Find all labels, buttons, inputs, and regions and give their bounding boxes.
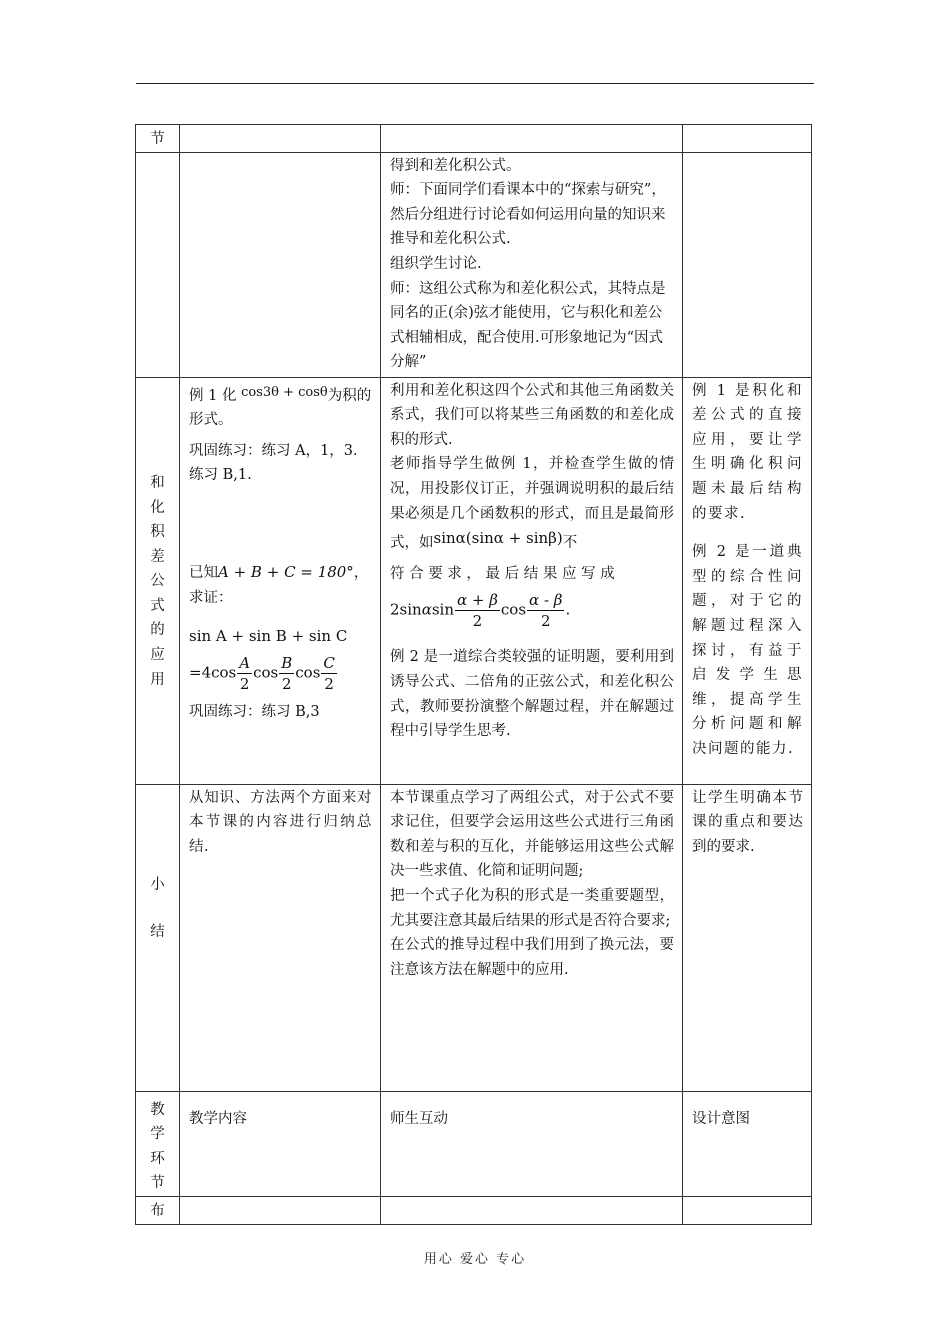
paragraph: 在公式的推导过程中我们用到了换元法，要注意该方法在解题中的应用. xyxy=(390,937,674,978)
fraction: $\frac{\alpha + \beta}{2}$ xyxy=(457,591,498,631)
paragraph: 从知识、方法两个方面来对本节课的内容进行归纳总结. xyxy=(189,789,372,855)
example-2 xyxy=(189,560,372,610)
fraction: $\frac{A}{2}$ xyxy=(239,653,251,693)
example-text: 为积的形式。 xyxy=(189,387,372,429)
formula: cos3θ + cosθ xyxy=(241,384,328,400)
interaction-cell xyxy=(381,152,683,377)
content-header: 教学内容 xyxy=(180,1091,381,1196)
fraction: $\frac{\alpha - \beta}{2}$ xyxy=(529,591,563,631)
section-char: 积 xyxy=(150,524,165,541)
section-char: 环 xyxy=(150,1150,165,1167)
section-label: 布 xyxy=(150,1202,165,1219)
table-row xyxy=(136,784,812,1091)
paragraph: 得到和差化积公式。 xyxy=(390,157,521,174)
section-char: 差 xyxy=(150,548,165,565)
paragraph: 例 2 是一道典型的综合性问题，对于它的解题过程深入探讨，有益于启发学生思维，提高学生分析问题和解决问题的能力. xyxy=(692,544,803,757)
paragraph: 让学生明确本节课的重点和要达到的要求. xyxy=(692,789,803,855)
paragraph: 例 2 是一道综合类较强的证明题，要利用到诱导公式、二倍角的正弦公式，和差化积公式，教师要扮演整个解题过程，并在解题过程中引导学生思考. xyxy=(390,649,674,740)
section-char: 小 xyxy=(150,877,165,893)
table-row xyxy=(136,1196,812,1224)
paragraph: 师：这组公式称为和差化积公式，其特点是同名的正(余)弦才能使用，它与积化和差公式相辅相成，配合使用.可形象地记为“因式分解” xyxy=(390,280,666,371)
lesson-plan-table xyxy=(135,124,812,1225)
interaction-cell xyxy=(381,377,683,784)
example-text: ，求证： xyxy=(189,564,369,606)
paragraph: 例 1 是积化和差公式的直接应用，要让学生明确化积问题未最后结构的要求. xyxy=(692,382,803,522)
section-char: 的 xyxy=(150,622,165,639)
formula-rhs: =4cos $\frac{A}{2}$ cos $\frac{B}{2}$ cos $\frac{C}{2}$ xyxy=(189,653,335,693)
table-row xyxy=(136,152,812,377)
formula: A + B + C = 180° xyxy=(218,562,354,581)
section-cell xyxy=(136,125,180,153)
paragraph: 符 合 要 求 ， 最 后 结 果 应 写 成 xyxy=(390,565,615,582)
section-cell xyxy=(136,377,180,784)
formula: 2sinαsin $\frac{\alpha + \beta}{2}$ cos $\frac{\alpha - \beta}{2}$ . xyxy=(390,591,571,631)
section-char: 教 xyxy=(150,1101,165,1118)
content-cell xyxy=(180,377,381,784)
content-cell xyxy=(180,152,381,377)
interaction-cell xyxy=(381,784,683,1091)
intent-cell xyxy=(683,125,812,153)
intent-header: 设计意图 xyxy=(683,1091,812,1196)
paragraph: 本节课重点学习了两组公式，对于公式不要求记住，但要学会运用这些公式进行三角函数和差与积的互化，并能够运用这些公式解决一些求值、化简和证明问题; xyxy=(390,789,674,880)
page-footer: 用心 爱心 专心 xyxy=(423,1252,527,1267)
section-char: 应 xyxy=(150,647,165,664)
example-label: 例 1 化 xyxy=(189,387,237,404)
header-rule xyxy=(136,83,814,84)
intent-cell xyxy=(683,377,812,784)
section-char: 和 xyxy=(150,474,165,491)
table-row xyxy=(136,1091,812,1196)
fraction: $\frac{C}{2}$ xyxy=(323,653,335,693)
section-char: 结 xyxy=(150,923,165,940)
section-cell xyxy=(136,1091,180,1196)
section-cell xyxy=(136,152,180,377)
section-char: 节 xyxy=(150,1175,165,1192)
intent-cell xyxy=(683,1196,812,1224)
table-row xyxy=(136,377,812,784)
intent-cell xyxy=(683,784,812,1091)
section-label: 节 xyxy=(150,131,165,147)
spacer xyxy=(136,898,179,920)
section-char: 化 xyxy=(150,499,165,516)
paragraph-text: 老师指导学生做例 1，并检查学生做的情况，用投影仪订正，并强调说明积的最后结果必须是几个函数积的形式，而且是最简形式，如 xyxy=(390,456,674,552)
paragraph: 组织学生讨论. xyxy=(390,255,482,272)
interaction-header: 师生互动 xyxy=(381,1091,683,1196)
section-char: 学 xyxy=(150,1126,165,1143)
formula-lhs: sin A + sin B + sin C xyxy=(189,627,348,646)
example-1 xyxy=(189,381,372,433)
intent-cell xyxy=(683,152,812,377)
formula: sinα(sinα + sinβ) xyxy=(433,529,563,548)
paragraph: 利用和差化积这四个公式和其他三角函数关系式，我们可以将某些三角函数的和差化成积的形式. xyxy=(390,382,674,448)
example-label: 已知 xyxy=(189,564,218,581)
paragraph-text: 不 xyxy=(562,535,578,552)
table-row xyxy=(136,125,812,153)
content-cell xyxy=(180,784,381,1091)
content-cell xyxy=(180,1196,381,1224)
spacer xyxy=(136,944,179,1004)
interaction-cell xyxy=(381,1196,683,1224)
section-cell xyxy=(136,784,180,1091)
fraction: $\frac{B}{2}$ xyxy=(281,653,293,693)
content-cell xyxy=(180,125,381,153)
practice-2: 巩固练习：练习 B,3 xyxy=(189,703,320,720)
paragraph: 把一个式子化为积的形式是一类重要题型，尤其要注意其最后结果的形式是否符合要求; xyxy=(390,887,674,929)
section-char: 公 xyxy=(150,573,165,590)
practice-1: 巩固练习：练习 A，1，3. 练习 B,1. xyxy=(189,442,358,484)
section-char: 式 xyxy=(150,597,165,614)
section-char: 用 xyxy=(150,671,165,688)
paragraph xyxy=(390,452,674,555)
interaction-cell xyxy=(381,125,683,153)
section-cell xyxy=(136,1196,180,1224)
paragraph: 师：下面同学们看课本中的“探索与研究”，然后分组进行讨论看如何运用向量的知识来推导和差化积公式. xyxy=(390,182,666,248)
